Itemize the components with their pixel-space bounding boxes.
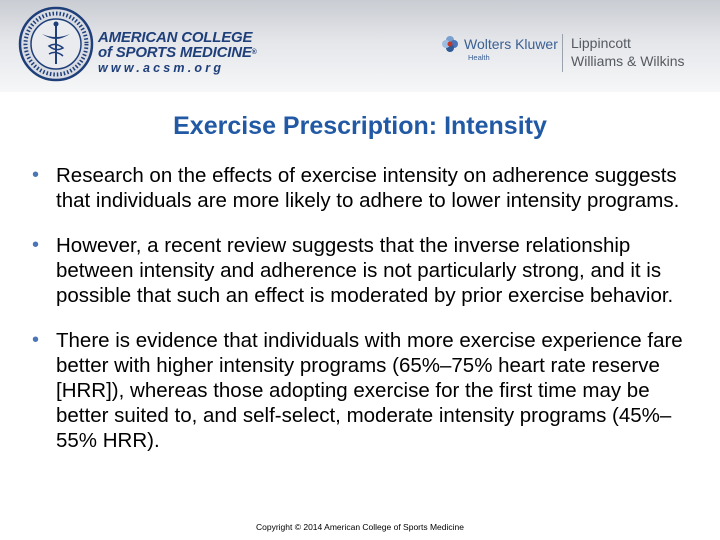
bullet-text: There is evidence that individuals with more exercise experience fare better with higher intensity programs (65%–75% heart rate reserve [HRR]), whereas those adopting exercise for the first time may be better suited to, and self-select, moderate intensity programs (45%–55% HRR). [56,329,683,452]
copyright-footer: Copyright © 2014 American College of Sports Medicine [255,522,464,532]
bullet-list [32,163,702,473]
lww-line1: Lippincott [571,35,631,51]
slide-header [0,0,720,92]
bullet-marker: • [32,329,40,351]
acsm-seal-logo [18,6,94,82]
wk-flower-icon [440,34,460,54]
bullet-text: However, a recent review suggests that the inverse relationship between intensity and adherence is not particularly strong, and it is possible that such an effect is moderated by prior exercise behavior. [56,234,674,307]
wk-health-label: Health [468,53,490,62]
lww-line2: Williams & Wilkins [571,53,685,69]
bullet-item [32,233,702,308]
acsm-name-line2-text: of SPORTS MEDICINE [98,44,252,61]
logo-divider [562,34,563,72]
bullet-item [32,328,702,453]
acsm-url: www.acsm.org [98,61,225,75]
wk-brand-name: Wolters Kluwer [464,36,558,52]
acsm-name-line1: AMERICAN COLLEGE [98,29,253,46]
registered-mark: ® [251,49,257,56]
acsm-name-line2 [98,45,257,60]
bullet-marker: • [32,164,40,186]
bullet-item [32,163,702,213]
acsm-wordmark [98,30,257,76]
slide-title: Exercise Prescription: Intensity [173,112,547,140]
bullet-marker: • [32,234,40,256]
bullet-text: Research on the effects of exercise intensity on adherence suggests that individuals are more likely to adhere to lower intensity programs. [56,164,680,212]
lww-logo [571,34,685,70]
